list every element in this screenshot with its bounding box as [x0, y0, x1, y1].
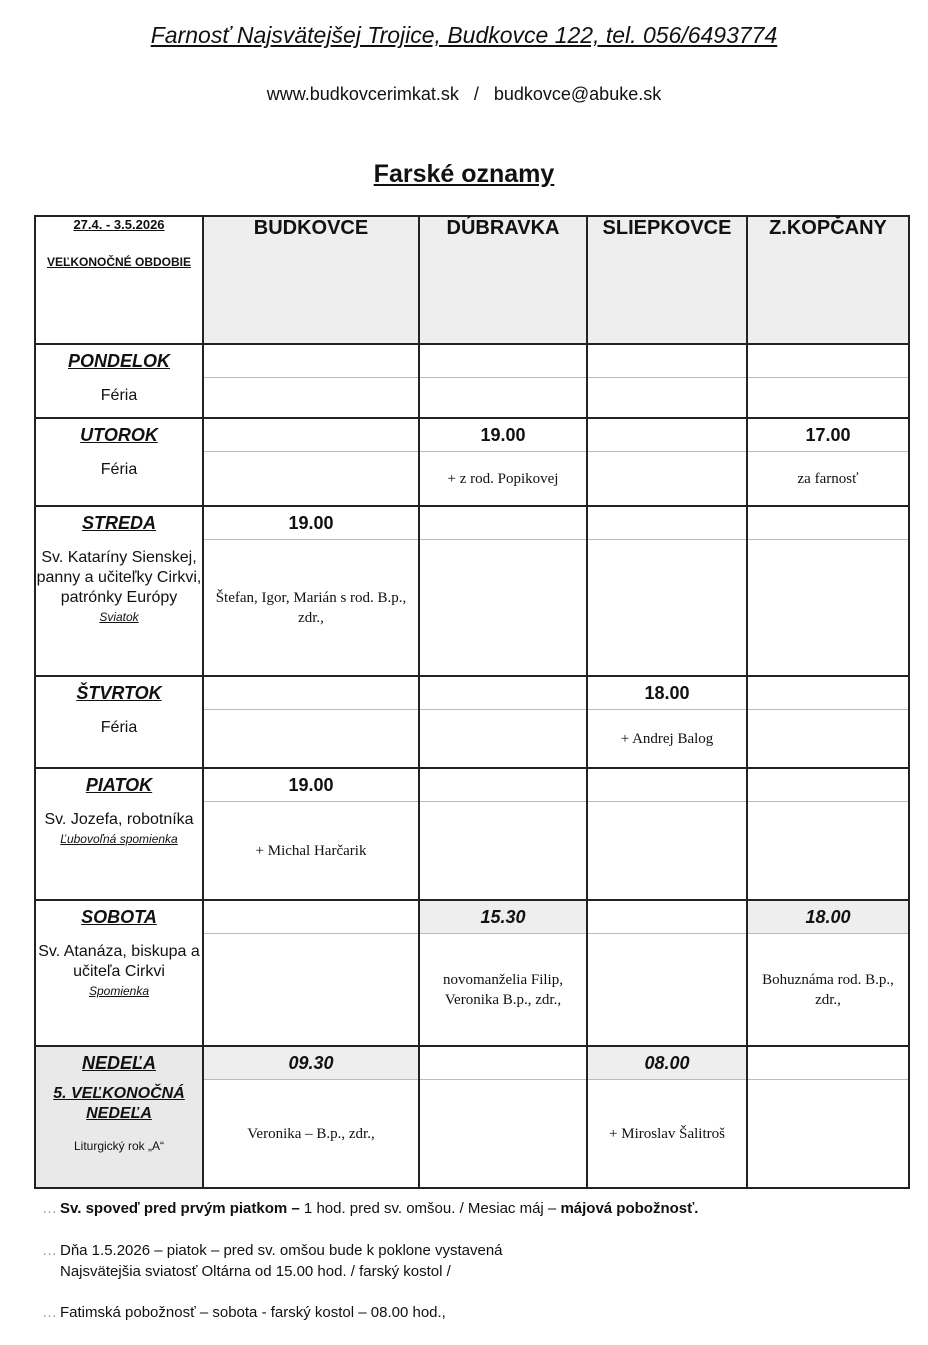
- day-label-cell: [35, 900, 203, 1046]
- note-adoration-line1: Dňa 1.5.2026 – piatok – pred sv. omšou bude k poklone vystavená: [60, 1242, 503, 1259]
- mass-intention: za farnosť: [797, 470, 859, 487]
- mass-time: [588, 769, 746, 802]
- day-row-stvrtok: [35, 676, 909, 768]
- mass-time: [748, 507, 908, 540]
- mass-time: [748, 769, 908, 802]
- day-description: Féria: [100, 387, 138, 404]
- column-header-sliepkovce: SLIEPKOVCE: [587, 216, 747, 344]
- mass-time: [420, 507, 586, 540]
- mass-time: [204, 901, 418, 934]
- day-label-cell: [35, 418, 203, 506]
- mass-slot-cell: [747, 506, 909, 676]
- note-adoration: [42, 1240, 503, 1282]
- mass-slot-cell: [587, 768, 747, 900]
- mass-intention: [204, 934, 418, 1045]
- note-confession-bold: Sv. spoveď pred prvým piatkom –: [60, 1200, 300, 1217]
- mass-time: 18.00: [748, 901, 908, 934]
- mass-slot-cell: [587, 506, 747, 676]
- day-celebration-type: Spomienka: [88, 984, 150, 998]
- mass-time: 15.30: [420, 901, 586, 934]
- mass-slot-cell: [419, 344, 587, 418]
- day-description: Sv. Jozefa, robotníka: [44, 811, 194, 828]
- sunday-title: 5. VEĽKONOČNÁ NEDEĽA: [53, 1085, 185, 1122]
- mass-slot-cell: [587, 418, 747, 506]
- day-name: PIATOK: [85, 775, 153, 795]
- mass-intention: [588, 378, 746, 417]
- mass-intention: [748, 710, 908, 767]
- mass-intention: + Michal Harčarik: [255, 842, 367, 859]
- mass-slot-cell: [203, 900, 419, 1046]
- mass-slot-cell: [203, 676, 419, 768]
- day-description: Sv. Atanáza, biskupa a učiteľa Cirkvi: [38, 943, 200, 980]
- page-title: Farské oznamy: [373, 160, 555, 188]
- mass-time: 08.00: [588, 1047, 746, 1080]
- day-label-cell: [35, 676, 203, 768]
- mass-time: [420, 769, 586, 802]
- mass-intention: Štefan, Igor, Marián s rod. B.p., zdr.,: [215, 589, 407, 626]
- day-name: ŠTVRTOK: [76, 683, 162, 703]
- mass-intention: [748, 802, 908, 899]
- parish-header: Farnosť Najsvätejšej Trojice, Budkovce 122, tel. 056/6493774: [150, 22, 778, 48]
- note-adoration-line2: Najsvätejšia sviatosť Oltárna od 15.00 hod. / farský kostol /: [60, 1263, 451, 1280]
- mass-time: 19.00: [204, 769, 418, 802]
- mass-intention: Bohuznáma rod. B.p., zdr.,: [762, 971, 894, 1008]
- mass-slot-cell: [203, 1046, 419, 1188]
- mass-time: 17.00: [748, 419, 908, 452]
- day-description: Liturgický rok „A“: [73, 1139, 165, 1153]
- mass-slot-cell: [747, 676, 909, 768]
- mass-intention: [420, 378, 586, 417]
- mass-intention: Veronika – B.p., zdr.,: [247, 1125, 375, 1142]
- mass-time: [588, 901, 746, 934]
- note-fatima-text: Fatimská pobožnosť – sobota - farský kostol – 08.00 hod.,: [60, 1304, 446, 1321]
- week-info-cell: [35, 216, 203, 344]
- day-name: UTOROK: [80, 425, 158, 445]
- mass-intention: [588, 802, 746, 899]
- mass-slot-cell: [587, 676, 747, 768]
- header-row: [35, 216, 909, 344]
- mass-slot-cell: [203, 768, 419, 900]
- mass-intention: [748, 1080, 908, 1187]
- mass-slot-cell: [747, 418, 909, 506]
- mass-intention: [588, 934, 746, 1045]
- note-confession-text: 1 hod. pred sv. omšou. / Mesiac máj –: [299, 1200, 561, 1217]
- day-label-cell: [35, 344, 203, 418]
- mass-slot-cell: [587, 344, 747, 418]
- mass-time: [588, 345, 746, 378]
- mass-slot-cell: [419, 900, 587, 1046]
- day-label-cell: [35, 506, 203, 676]
- column-header-budkovce: BUDKOVCE: [203, 216, 419, 344]
- day-name: SOBOTA: [81, 907, 157, 927]
- day-label-cell: [35, 768, 203, 900]
- mass-slot-cell: [747, 1046, 909, 1188]
- note-confession: [42, 1198, 699, 1219]
- liturgical-season: VEĽKONOČNÉ OBDOBIE: [46, 255, 191, 269]
- mass-slot-cell: [203, 418, 419, 506]
- mass-time: [204, 419, 418, 452]
- mass-intention: [748, 540, 908, 675]
- note-bullet: …: [42, 1304, 57, 1321]
- day-name: STREDA: [81, 513, 156, 533]
- day-row-sobota: [35, 900, 909, 1046]
- mass-intention: [588, 452, 746, 505]
- mass-slot-cell: [419, 1046, 587, 1188]
- mass-intention: [204, 452, 418, 505]
- mass-slot-cell: [587, 1046, 747, 1188]
- mass-intention: [204, 710, 418, 767]
- mass-time: [748, 677, 908, 710]
- day-row-pondelok: [35, 344, 909, 418]
- mass-intention: [204, 378, 418, 417]
- mass-time: [748, 1047, 908, 1080]
- mass-intention: [420, 1080, 586, 1187]
- mass-slot-cell: [203, 344, 419, 418]
- mass-slot-cell: [419, 768, 587, 900]
- day-row-nedela: [35, 1046, 909, 1188]
- mass-intention: + Miroslav Šalitroš: [609, 1125, 725, 1142]
- mass-slot-cell: [747, 768, 909, 900]
- mass-time: [588, 507, 746, 540]
- day-label-cell: [35, 1046, 203, 1188]
- day-description: Féria: [100, 719, 138, 736]
- day-row-streda: [35, 506, 909, 676]
- mass-slot-cell: [747, 900, 909, 1046]
- note-fatima: [42, 1302, 446, 1323]
- mass-time: 09.30: [204, 1047, 418, 1080]
- mass-slot-cell: [587, 900, 747, 1046]
- note-bullet: …: [42, 1200, 57, 1217]
- day-celebration-type: Sviatok: [99, 610, 139, 624]
- mass-time: [204, 677, 418, 710]
- mass-intention: [420, 802, 586, 899]
- mass-time: [588, 419, 746, 452]
- note-bullet: …: [42, 1242, 57, 1259]
- mass-intention: [420, 540, 586, 675]
- mass-slot-cell: [419, 418, 587, 506]
- mass-time: 19.00: [420, 419, 586, 452]
- mass-intention: [588, 540, 746, 675]
- week-dates: 27.4. - 3.5.2026: [73, 217, 165, 232]
- mass-time: [748, 345, 908, 378]
- column-header-zkopcany: Z.KOPČANY: [747, 216, 909, 344]
- mass-intention: + Andrej Balog: [620, 730, 714, 747]
- mass-schedule-table: [34, 215, 910, 1189]
- mass-intention: [748, 378, 908, 417]
- note-may-devotion: májová pobožnosť.: [560, 1200, 699, 1217]
- day-description: Féria: [100, 461, 138, 478]
- day-name: PONDELOK: [67, 351, 170, 371]
- day-row-utorok: [35, 418, 909, 506]
- mass-time: [204, 345, 418, 378]
- mass-intention: novomanželia Filip, Veronika B.p., zdr.,: [443, 971, 563, 1008]
- mass-slot-cell: [419, 676, 587, 768]
- mass-time: 18.00: [588, 677, 746, 710]
- mass-slot-cell: [203, 506, 419, 676]
- website-email-line: www.budkovcerimkat.sk / budkovce@abuke.sk: [266, 84, 662, 104]
- day-description: Sv. Kataríny Sienskej, panny a učiteľky Cirkvi, patrónky Európy: [36, 549, 202, 606]
- mass-time: 19.00: [204, 507, 418, 540]
- day-name: NEDEĽA: [81, 1053, 156, 1073]
- mass-intention: + z rod. Popikovej: [447, 470, 559, 487]
- mass-time: [420, 677, 586, 710]
- mass-slot-cell: [419, 506, 587, 676]
- mass-slot-cell: [747, 344, 909, 418]
- day-row-piatok: [35, 768, 909, 900]
- mass-time: [420, 345, 586, 378]
- mass-intention: [420, 710, 586, 767]
- mass-time: [420, 1047, 586, 1080]
- day-celebration-type: Ľubovoľná spomienka: [60, 832, 178, 846]
- column-header-dubravka: DÚBRAVKA: [419, 216, 587, 344]
